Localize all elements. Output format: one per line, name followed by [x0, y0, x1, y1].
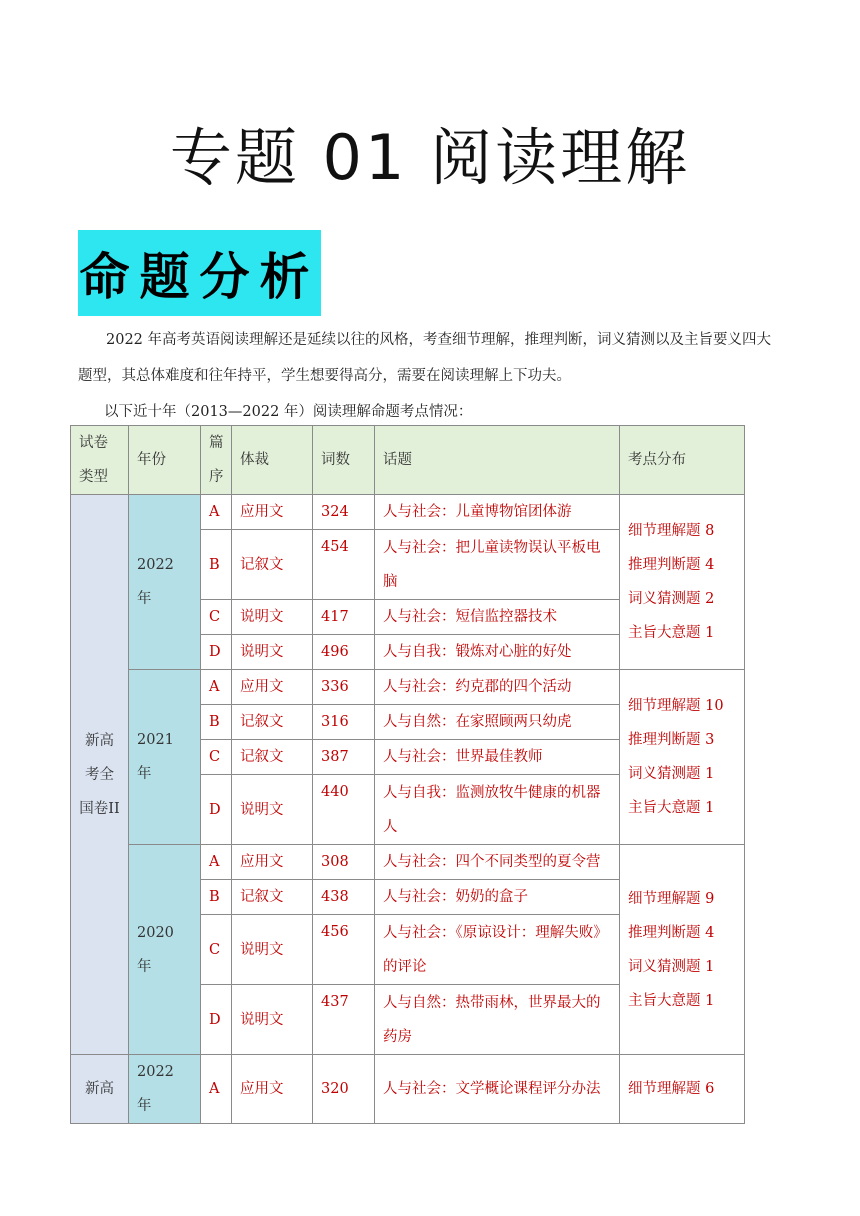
- words-cell: 316: [313, 705, 375, 740]
- words-cell: 417: [313, 600, 375, 635]
- header-paper-type: 试卷类型: [71, 426, 129, 495]
- words-cell: 336: [313, 670, 375, 705]
- genre-cell: 说明文: [232, 600, 313, 635]
- point-item: 细节理解题 6: [628, 1081, 715, 1097]
- genre-cell: 应用文: [232, 670, 313, 705]
- topic-cell: 人与社会：文学概论课程评分办法: [375, 1055, 620, 1124]
- seq-cell: A: [201, 1055, 232, 1124]
- genre-cell: 说明文: [232, 915, 313, 985]
- header-year: 年份: [129, 426, 201, 495]
- header-topic: 话题: [375, 426, 620, 495]
- year-cell: 2020 年: [129, 845, 201, 1055]
- genre-cell: 应用文: [232, 495, 313, 530]
- words-cell: 454: [313, 530, 375, 600]
- topic-cell: 人与自然：在家照顾两只幼虎: [375, 705, 620, 740]
- intro-paragraph: 2022 年高考英语阅读理解还是延续以往的风格，考查细节理解，推理判断，词义猜测以及主旨要义四大题型，其总体难度和往年持平，学生想要得高分，需要在阅读理解上下功夫。: [78, 332, 772, 384]
- header-genre: 体裁: [232, 426, 313, 495]
- seq-cell: A: [201, 670, 232, 705]
- words-cell: 438: [313, 880, 375, 915]
- genre-cell: 说明文: [232, 775, 313, 845]
- table-row: [71, 1055, 745, 1124]
- header-seq: 篇序: [201, 426, 232, 495]
- words-cell: 320: [313, 1055, 375, 1124]
- table-caption: 以下近十年（2013—2022 年）阅读理解命题考点情况：: [104, 404, 473, 420]
- exam-points-cell: [620, 1055, 745, 1124]
- genre-cell: 记叙文: [232, 880, 313, 915]
- point-item: 细节理解题 8: [628, 523, 715, 539]
- words-cell: 437: [313, 985, 375, 1055]
- exam-points-cell: [620, 670, 745, 845]
- table-row: [71, 495, 745, 530]
- page-title: 专题 01 阅读理解: [169, 121, 691, 194]
- genre-cell: 应用文: [232, 845, 313, 880]
- point-item: 词义猜测题 2: [628, 591, 715, 607]
- point-item: 细节理解题 9: [628, 890, 715, 907]
- seq-cell: B: [201, 880, 232, 915]
- point-item: 推理判断题 4: [628, 557, 715, 573]
- words-cell: 387: [313, 740, 375, 775]
- point-item: 词义猜测题 1: [628, 958, 715, 975]
- table-header-row: [71, 426, 745, 495]
- genre-cell: 记叙文: [232, 740, 313, 775]
- point-item: 词义猜测题 1: [628, 766, 715, 782]
- topic-cell: 人与社会：把儿童读物误认平板电脑: [375, 530, 620, 600]
- topic-cell: 人与社会：奶奶的盒子: [375, 880, 620, 915]
- point-item: 主旨大意题 1: [628, 800, 715, 816]
- topic-cell: 人与社会：四个不同类型的夏令营: [375, 845, 620, 880]
- genre-cell: 记叙文: [232, 530, 313, 600]
- topic-cell: 人与自我：监测放牧牛健康的机器人: [375, 775, 620, 845]
- topic-cell: 人与社会：世界最佳教师: [375, 740, 620, 775]
- table-row: [71, 670, 745, 705]
- seq-cell: A: [201, 845, 232, 880]
- seq-cell: D: [201, 635, 232, 670]
- year-cell: 2022 年: [129, 1055, 201, 1124]
- topic-cell: 人与社会：《原谅设计：理解失败》的评论: [375, 915, 620, 985]
- topic-cell: 人与自然：热带雨林，世界最大的药房: [375, 985, 620, 1055]
- paper-type-cell: 新高: [71, 1055, 129, 1124]
- year-cell: 2021 年: [129, 670, 201, 845]
- words-cell: 324: [313, 495, 375, 530]
- point-item: 主旨大意题 1: [628, 625, 715, 641]
- point-item: 主旨大意题 1: [628, 992, 715, 1009]
- exam-points-cell: [620, 845, 745, 1055]
- topic-cell: 人与社会：约克郡的四个活动: [375, 670, 620, 705]
- words-cell: 308: [313, 845, 375, 880]
- section-banner: 命题分析: [78, 230, 321, 316]
- table-row: [71, 845, 745, 880]
- seq-cell: C: [201, 740, 232, 775]
- genre-cell: 说明文: [232, 635, 313, 670]
- seq-cell: D: [201, 985, 232, 1055]
- topic-cell: 人与社会：儿童博物馆团体游: [375, 495, 620, 530]
- point-item: 推理判断题 4: [628, 924, 715, 941]
- header-exam-points: 考点分布: [620, 426, 745, 495]
- point-item: 细节理解题 10: [628, 698, 724, 714]
- header-word-count: 词数: [313, 426, 375, 495]
- point-item: 推理判断题 3: [628, 732, 715, 748]
- topic-cell: 人与社会：短信监控器技术: [375, 600, 620, 635]
- words-cell: 496: [313, 635, 375, 670]
- genre-cell: 记叙文: [232, 705, 313, 740]
- exam-points-table: [70, 425, 745, 1124]
- seq-cell: B: [201, 530, 232, 600]
- topic-cell: 人与自我：锻炼对心脏的好处: [375, 635, 620, 670]
- year-cell: 2022 年: [129, 495, 201, 670]
- words-cell: 440: [313, 775, 375, 845]
- genre-cell: 应用文: [232, 1055, 313, 1124]
- genre-cell: 说明文: [232, 985, 313, 1055]
- paper-type-cell: 新高考全国卷II: [71, 495, 129, 1055]
- seq-cell: C: [201, 915, 232, 985]
- seq-cell: B: [201, 705, 232, 740]
- seq-cell: C: [201, 600, 232, 635]
- exam-points-cell: [620, 495, 745, 670]
- words-cell: 456: [313, 915, 375, 985]
- seq-cell: A: [201, 495, 232, 530]
- seq-cell: D: [201, 775, 232, 845]
